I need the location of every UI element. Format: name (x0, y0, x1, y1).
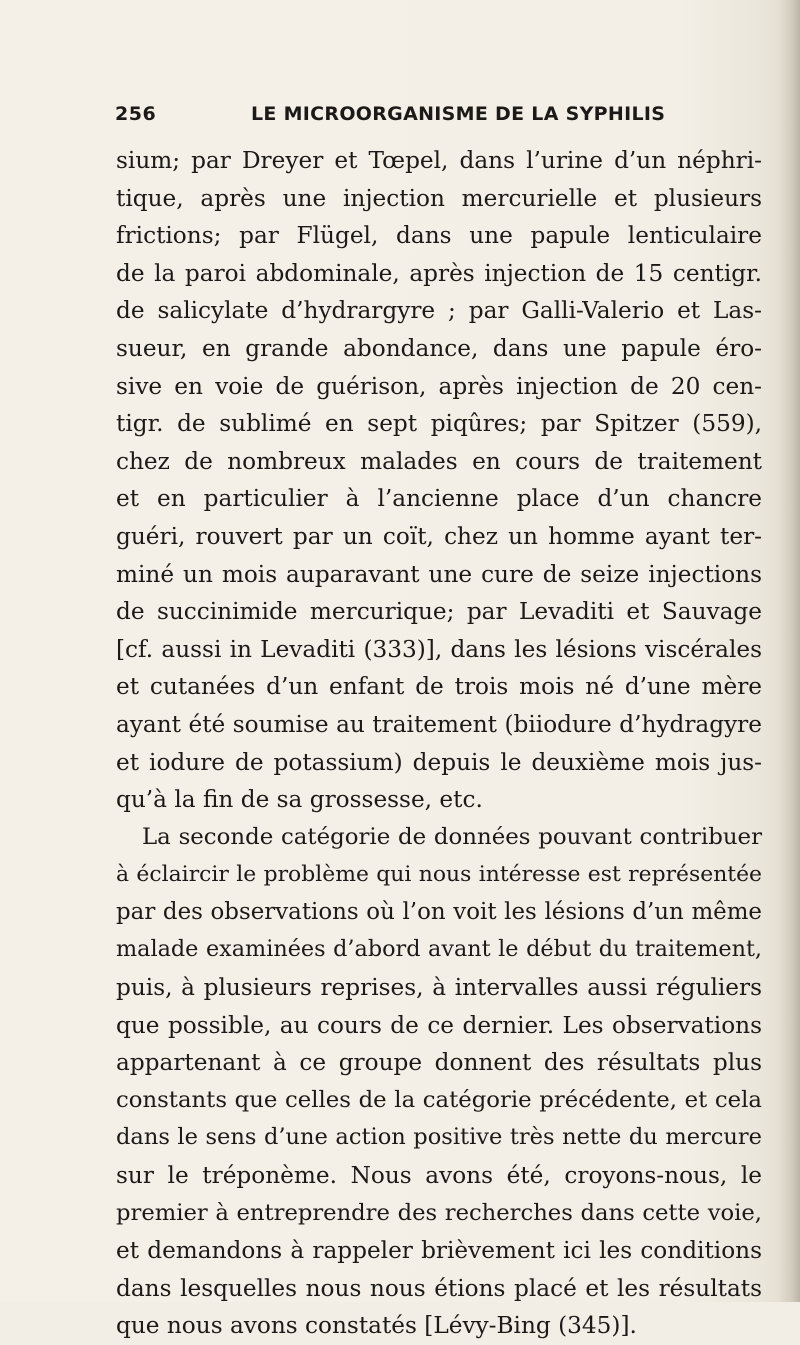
text-line: premier à entreprendre des recherches dans cette voie, (116, 1199, 762, 1226)
text-line: dans le sens d’une action positive très nette du mercure (116, 1124, 762, 1151)
text-line: appartenant à ce groupe donnent des résultats plus (116, 1049, 762, 1077)
text-line: sueur, en grande abondance, dans une papule éro- (116, 334, 762, 362)
text-line: guéri, rouvert par un coït, chez un homme ayant ter- (116, 522, 762, 550)
text-line: sur le tréponème. Nous avons été, croyons-nous, le (116, 1162, 762, 1190)
text-line: [cf. aussi in Levaditi (333)], dans les lésions viscérales (116, 635, 762, 663)
text-line: chez de nombreux malades en cours de traitement (116, 447, 762, 475)
body-text (116, 142, 762, 1345)
text-line: dans lesquelles nous nous étions placé et les résultats (116, 1274, 762, 1302)
text-line: sium; par Dreyer et Tœpel, dans l’urine d’un néphri- (116, 147, 762, 174)
text-line: de salicylate d’hydrargyre ; par Galli-Valerio et Las- (116, 297, 762, 325)
text-line: tigr. de sublimé en sept piqûres; par Spitzer (559), (116, 410, 762, 438)
text-line: puis, à plusieurs reprises, à intervalles aussi réguliers (116, 974, 762, 1002)
text-line: que nous avons constatés [Lévy-Bing (345)]. (116, 1312, 637, 1340)
text-line: miné un mois auparavant une cure de seize injections (116, 560, 762, 588)
running-title: LE MICROORGANISME DE LA SYPHILIS (251, 103, 666, 125)
text-line: et cutanées d’un enfant de trois mois né d’une mère (116, 673, 762, 701)
page-edge-shadow (778, 0, 800, 1302)
text-line: sive en voie de guérison, après injection de 20 cen- (116, 372, 762, 400)
text-line: et demandons à rappeler brièvement ici les conditions (116, 1237, 762, 1265)
text-line: qu’à la fin de sa grossesse, etc. (116, 786, 483, 814)
text-line: que possible, au cours de ce dernier. Les observations (116, 1011, 762, 1039)
text-line: par des observations où l’on voit les lésions d’un même (116, 898, 762, 925)
page-number: 256 (115, 103, 157, 125)
text-line: La seconde catégorie de données pouvant contribuer (142, 823, 762, 850)
text-line: à éclaircir le problème qui nous intéresse est représentée (116, 862, 762, 888)
text-line: et en particulier à l’ancienne place d’un chancre (116, 485, 762, 513)
text-line: de succinimide mercurique; par Levaditi et Sauvage (116, 598, 762, 626)
text-line: constants que celles de la catégorie précédente, et cela (116, 1086, 762, 1113)
page-header (115, 103, 760, 133)
text-line: frictions; par Flügel, dans une papule lenticulaire (116, 222, 762, 250)
text-line: de la paroi abdominale, après injection de 15 centigr. (116, 259, 762, 287)
text-line: malade examinées d’abord avant le début du traitement, (116, 936, 762, 963)
text-line: et iodure de potassium) depuis le deuxième mois jus- (116, 748, 762, 776)
text-line: ayant été soumise au traitement (biiodure d’hydragyre (116, 710, 762, 738)
text-line: tique, après une injection mercurielle et plusieurs (116, 184, 762, 212)
